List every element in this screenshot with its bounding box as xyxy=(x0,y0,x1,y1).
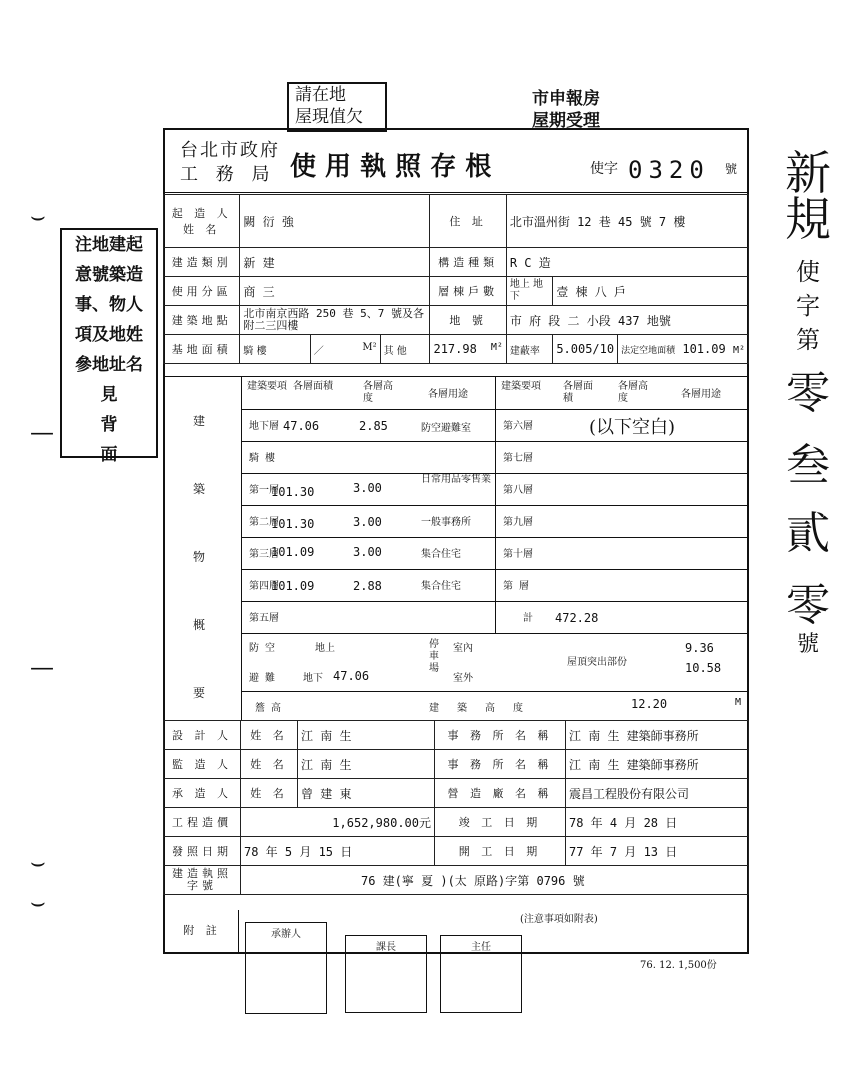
rf4-name: 第十層 xyxy=(503,549,533,560)
seal-stamp-1-label: 承辦人 xyxy=(271,929,301,940)
tax-stamp-left xyxy=(287,82,387,132)
other-value: 217.98 xyxy=(433,342,477,356)
site-value: 北市南京西路 250 巷 5、7 號及各附二三四樓 xyxy=(240,306,430,335)
evac-label: 避 難 xyxy=(249,673,276,684)
lf3-use: 一般事務所 xyxy=(421,517,471,528)
side-line5: 參地址名 xyxy=(75,355,143,375)
site-label: 建築地點 xyxy=(164,306,240,335)
lf2-name: 第一層 xyxy=(249,485,279,496)
lf5-name: 第四層 xyxy=(249,581,279,592)
tax-stamp-right-line1: 市申報房 xyxy=(532,89,600,109)
legal-space-label: 法定空地面積 xyxy=(621,346,676,356)
lot-value: 市 府 段 二 小段 437 地號 xyxy=(506,306,748,335)
org-line2: 工 務 局 xyxy=(180,164,276,185)
lot-label: 地 號 xyxy=(430,306,506,335)
below-value: 47.06 xyxy=(333,669,370,683)
margin-mark: ⌣ xyxy=(30,888,46,916)
lf5-use: 集合住宅 xyxy=(421,581,461,592)
parking-label: 停車場 xyxy=(429,639,439,674)
above-label: 地上 xyxy=(315,643,335,654)
below-label: 地下 xyxy=(303,673,323,684)
seal-stamp-3-label: 主任 xyxy=(471,942,491,953)
right-margin-number xyxy=(758,146,858,657)
lf2-height: 3.00 xyxy=(353,481,382,495)
permit-number: 0320 xyxy=(628,156,710,184)
contractor-firm-label: 營 造 廠 名 稱 xyxy=(435,779,566,808)
print-code: 76. 12. 1,500份 xyxy=(640,960,717,971)
lf2-use: 日常用品零售業 xyxy=(421,474,491,485)
row-line xyxy=(241,691,749,692)
col-use-left: 各層用途 xyxy=(428,389,468,400)
structure-value: R C 造 xyxy=(506,248,748,277)
lf2-area: 101.30 xyxy=(271,485,315,499)
coverage-label: 建蔽率 xyxy=(506,335,552,364)
building-section xyxy=(163,376,749,721)
lf1-name: 騎 樓 xyxy=(249,453,276,464)
permit-label: 建造執照字號 xyxy=(164,866,241,895)
row-line xyxy=(495,505,749,506)
page-title: 使 用 執 照 存 根 xyxy=(290,152,492,182)
contractor-name: 曾 建 東 xyxy=(298,779,435,808)
bldg-height-label: 建 築 高 度 xyxy=(429,703,530,714)
complete-value: 78 年 4 月 28 日 xyxy=(566,808,749,837)
air-raid-label: 防 空 xyxy=(249,643,276,654)
tax-stamp-left-line2: 屋現值欠 xyxy=(295,107,363,127)
side-line1: 注地建起 xyxy=(75,235,143,255)
lf3-name: 第二層 xyxy=(249,517,279,528)
start-value: 77 年 7 月 13 日 xyxy=(566,837,749,866)
rf3-name: 第九層 xyxy=(503,517,533,528)
side-notice-stamp xyxy=(60,228,158,465)
eaves-label: 簷 高 xyxy=(255,703,282,714)
col-item-right: 建築要項 xyxy=(501,381,541,392)
rm-h: 貳 xyxy=(786,508,830,559)
roof-value2: 10.58 xyxy=(685,661,722,675)
row-line xyxy=(241,537,495,538)
designer-office-label: 事 務 所 名 稱 xyxy=(435,721,566,750)
bs-3: 物 xyxy=(193,550,206,564)
legal-space-unit: M² xyxy=(732,345,745,356)
designer-office: 江 南 生 建築師事務所 xyxy=(566,721,749,750)
col-height-right: 各層高度 xyxy=(618,381,648,404)
floors-sub: 地上 地下 xyxy=(506,277,552,306)
side-line3: 事、物人 xyxy=(75,295,143,315)
tax-stamp-left-line1: 請在地 xyxy=(295,85,346,105)
rm-b: 規 xyxy=(785,192,831,246)
margin-mark: ⌣ xyxy=(30,202,46,230)
lf5-area: 101.09 xyxy=(271,579,315,593)
issue-value: 78 年 5 月 15 日 xyxy=(241,837,435,866)
supervisor-office-label: 事 務 所 名 稱 xyxy=(435,750,566,779)
permit-value: 76 建(寧 夏 )(太 原路)字第 0796 號 xyxy=(241,866,749,895)
indoor-label: 室內 xyxy=(453,643,473,654)
building-side-divider xyxy=(241,377,242,721)
lf3-height: 3.00 xyxy=(353,515,382,529)
attach-unit: M² xyxy=(362,341,377,353)
contractor-label: 承 造 人 xyxy=(164,779,241,808)
address-label: 住 址 xyxy=(430,195,506,248)
row-line xyxy=(241,633,749,634)
floors-value: 壹 棟 八 戶 xyxy=(553,277,749,306)
rm-f: 零 xyxy=(786,368,830,419)
bs-4: 概 xyxy=(193,618,206,632)
side-line4: 項及地姓 xyxy=(75,325,143,345)
rm-e: 第 xyxy=(796,326,820,354)
lf0-name: 地下層 xyxy=(249,421,279,432)
bldg-height-value: 12.20 xyxy=(631,697,668,711)
rm-i: 零 xyxy=(786,580,830,631)
side-line7: 背 xyxy=(100,415,118,435)
remarks-label: 附 註 xyxy=(183,924,221,937)
seal-stamp-3 xyxy=(440,935,522,1013)
supervisor-name-label: 姓 名 xyxy=(241,750,298,779)
complete-label: 竣 工 日 期 xyxy=(435,808,566,837)
side-line6: 見 xyxy=(100,385,118,405)
header-divider xyxy=(163,192,749,193)
cost-label: 工程造價 xyxy=(164,808,241,837)
designer-name-label: 姓 名 xyxy=(241,721,298,750)
info-table xyxy=(163,194,749,364)
col-item-left: 建築要項 xyxy=(247,381,287,392)
building-side-label xyxy=(193,387,205,727)
rm-a: 新 xyxy=(785,146,831,200)
lf5-height: 2.88 xyxy=(353,579,382,593)
margin-mark: — xyxy=(30,653,54,681)
zone-value: 商 三 xyxy=(240,277,430,306)
margin-mark: ⌣ xyxy=(30,848,46,876)
col-area-right: 各層面積 xyxy=(563,381,593,404)
tax-stamp-right xyxy=(510,88,600,132)
bs-1: 建 xyxy=(193,414,206,428)
lf6-name: 第五層 xyxy=(249,613,279,624)
org-line1: 台北市政府 xyxy=(180,140,280,161)
rm-g: 叁 xyxy=(786,440,830,491)
cost-value: 1,652,980.00元 xyxy=(241,808,435,837)
row-line xyxy=(495,441,749,442)
designer-label: 設 計 人 xyxy=(164,721,241,750)
col-height-left: 各層高度 xyxy=(363,381,393,404)
supervisor-name: 江 南 生 xyxy=(298,750,435,779)
row-line xyxy=(495,569,749,570)
number-prefix: 使字 xyxy=(590,161,618,177)
row-line xyxy=(241,441,495,442)
side-line2: 意號築造 xyxy=(75,265,143,285)
lf4-area: 101.09 xyxy=(271,545,315,559)
lf0-area: 47.06 xyxy=(283,419,320,433)
rm-c: 使 xyxy=(796,258,820,286)
address-value: 北市溫州街 12 巷 45 號 7 樓 xyxy=(506,195,748,248)
rm-j: 號 xyxy=(796,632,819,657)
col-use-right: 各層用途 xyxy=(681,389,721,400)
rf5-name: 第 層 xyxy=(503,581,530,592)
applicant-label: 起 造 人 姓 名 xyxy=(164,195,240,248)
tax-stamp-right-line2: 屋期受理 xyxy=(532,111,600,131)
rf1-name: 第七層 xyxy=(503,453,533,464)
roof-label: 屋頂突出部份 xyxy=(567,657,627,668)
row-line xyxy=(495,537,749,538)
legal-space-value: 101.09 xyxy=(682,342,726,356)
form-header xyxy=(170,134,745,192)
lf4-height: 3.00 xyxy=(353,545,382,559)
lf0-height: 2.85 xyxy=(359,419,388,433)
coverage-value: 5.005/10 xyxy=(553,335,618,364)
blank-note: (以下空白) xyxy=(589,417,676,438)
rf6-name: 計 xyxy=(523,613,533,624)
lf0-use: 防空避難室 xyxy=(421,423,471,434)
number-suffix: 號 xyxy=(725,162,738,176)
row-line xyxy=(241,569,495,570)
bs-2: 築 xyxy=(193,482,206,496)
row-line xyxy=(495,601,749,602)
structure-label: 構造種類 xyxy=(430,248,506,277)
row-line xyxy=(241,505,495,506)
other-label: 其 他 xyxy=(380,335,430,364)
attach-label: 騎 樓 xyxy=(240,335,310,364)
bldg-height-unit: M xyxy=(735,697,742,708)
attach-blank: ／ xyxy=(313,345,324,357)
roof-value1: 9.36 xyxy=(685,641,714,655)
build-type-value: 新 建 xyxy=(240,248,430,277)
row-line xyxy=(495,473,749,474)
lf3-area: 101.30 xyxy=(271,517,315,531)
row-line xyxy=(241,409,495,410)
row-line xyxy=(495,409,749,410)
margin-mark: — xyxy=(30,418,54,446)
rf0-name: 第六層 xyxy=(503,421,533,432)
col-area-left: 各層面積 xyxy=(293,381,333,392)
bs-5: 要 xyxy=(193,686,206,700)
seal-stamp-2 xyxy=(345,935,427,1013)
outdoor-label: 室外 xyxy=(453,673,473,684)
row-line xyxy=(241,601,495,602)
supervisor-label: 監 造 人 xyxy=(164,750,241,779)
notes-hint: (注意事項如附表) xyxy=(520,914,598,925)
lf4-name: 第三層 xyxy=(249,549,279,560)
build-type-label: 建造類別 xyxy=(164,248,240,277)
applicant-name: 闕 衍 強 xyxy=(240,195,430,248)
side-line8: 面 xyxy=(100,445,118,465)
supervisor-office: 江 南 生 建築師事務所 xyxy=(566,750,749,779)
seal-stamp-2-label: 課長 xyxy=(376,942,396,953)
other-unit: M² xyxy=(490,342,503,353)
rf2-name: 第八層 xyxy=(503,485,533,496)
designer-name: 江 南 生 xyxy=(298,721,435,750)
rm-d: 字 xyxy=(796,292,820,320)
lf4-use: 集合住宅 xyxy=(421,549,461,560)
rf6-area: 472.28 xyxy=(555,611,599,625)
remarks-divider xyxy=(238,910,239,954)
contractor-firm: 震昌工程股份有限公司 xyxy=(566,779,749,808)
people-table xyxy=(163,720,749,895)
zone-label: 使用分區 xyxy=(164,277,240,306)
issue-label: 發照日期 xyxy=(164,837,241,866)
contractor-name-label: 姓 名 xyxy=(241,779,298,808)
seal-stamp-1 xyxy=(245,922,327,1014)
area-label: 基地面積 xyxy=(164,335,240,364)
start-label: 開 工 日 期 xyxy=(435,837,566,866)
floors-label: 層棟戶數 xyxy=(430,277,506,306)
